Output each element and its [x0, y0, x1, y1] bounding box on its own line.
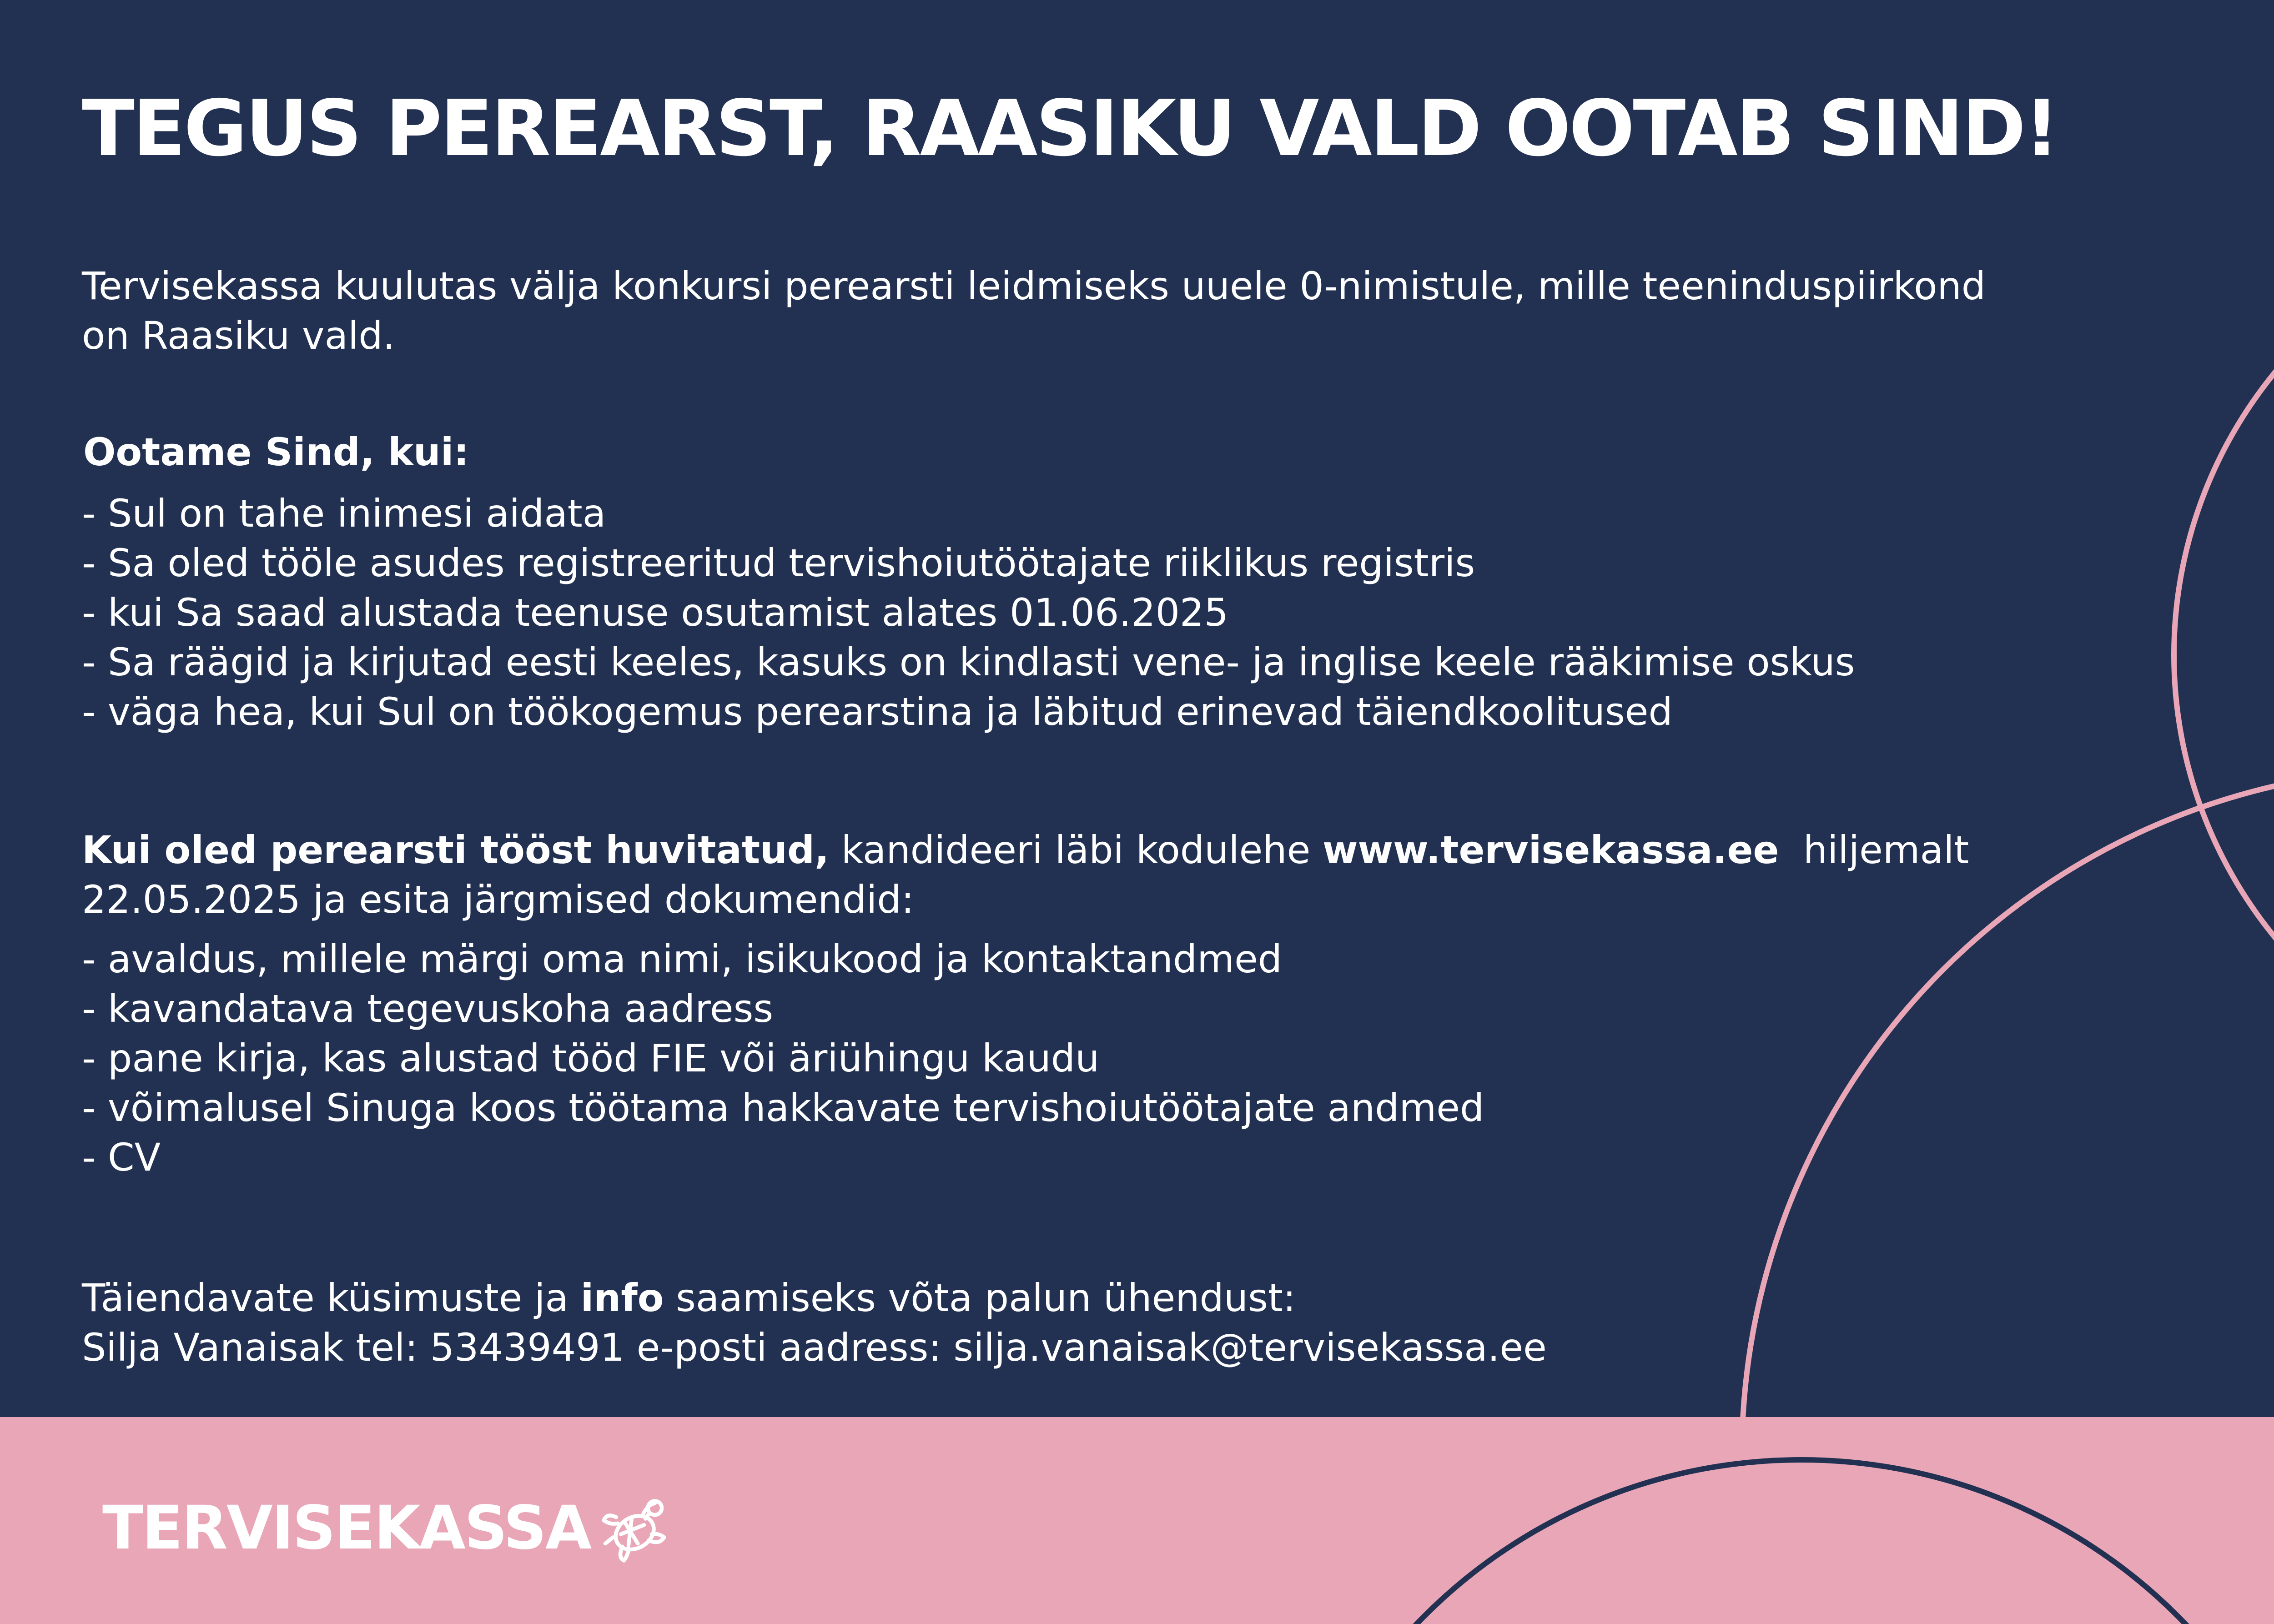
application-text: kandideeri läbi kodulehe	[829, 828, 1323, 872]
turtle-icon	[598, 1489, 675, 1567]
application-paragraph	[82, 825, 1969, 925]
list-item: - CV	[82, 1135, 161, 1180]
application-line	[82, 825, 1969, 875]
tervisekassa-logo	[102, 1489, 675, 1567]
list-item: - Sul on tahe inimesi aidata	[82, 491, 606, 536]
list-item: - kavandatava tegevuskoha aadress	[82, 986, 774, 1031]
list-item: - Sa oled tööle asudes registreeritud tervishoiutöötajate riiklikus registris	[82, 541, 1475, 585]
list-item: - pane kirja, kas alustad tööd FIE või äriühingu kaudu	[82, 1036, 1100, 1081]
application-lead: Kui oled perearsti tööst huvitatud,	[82, 828, 830, 872]
list-item: - Sa räägid ja kirjutad eesti keeles, kasuks on kindlasti vene- ja inglise keele rääkimise oskus	[82, 640, 1855, 684]
contact-prefix: Täiendavate küsimuste ja	[82, 1276, 581, 1320]
contact-info-bold: info	[580, 1276, 664, 1320]
list-item: - võimalusel Sinuga koos töötama hakkavate tervishoiutöötajate andmed	[82, 1086, 1484, 1130]
contact-details: Silja Vanaisak tel: 53439491 e-posti aadress: silja.vanaisak@tervisekassa.ee	[82, 1325, 1547, 1370]
intro-line: on Raasiku vald.	[82, 313, 395, 358]
pink-circle-right	[2174, 209, 2274, 1101]
application-line-2: 22.05.2025 ja esita järgmised dokumendid:	[82, 877, 914, 922]
contact-suffix: saamiseks võta palun ühendust:	[664, 1276, 1296, 1320]
intro-paragraph	[82, 261, 1986, 361]
requirements-list	[82, 489, 1855, 737]
contact-paragraph	[82, 1273, 1547, 1373]
navy-circle-bottom	[1269, 1460, 2274, 1624]
website-link[interactable]: www.tervisekassa.ee	[1322, 828, 1779, 872]
list-item: - avaldus, millele märgi oma nimi, isikukood ja kontaktandmed	[82, 937, 1283, 981]
deadline-text: hiljemalt	[1779, 828, 1969, 872]
list-item: - kui Sa saad alustada teenuse osutamist alates 01.06.2025	[82, 590, 1228, 635]
logo-text: TERVISEKASSA	[102, 1493, 591, 1563]
page-title: TEGUS PEREARST, RAASIKU VALD OOTAB SIND!	[82, 84, 2058, 174]
contact-line	[82, 1273, 1547, 1323]
requirements-heading: Ootame Sind, kui:	[83, 430, 469, 474]
intro-line: Tervisekassa kuulutas välja konkursi perearsti leidmiseks uuele 0-nimistule, mille teeninduspiirkond	[82, 264, 1986, 308]
documents-list	[82, 935, 1484, 1182]
list-item: - väga hea, kui Sul on töökogemus perearstina ja läbitud erinevad täiendkoolitused	[82, 689, 1673, 734]
